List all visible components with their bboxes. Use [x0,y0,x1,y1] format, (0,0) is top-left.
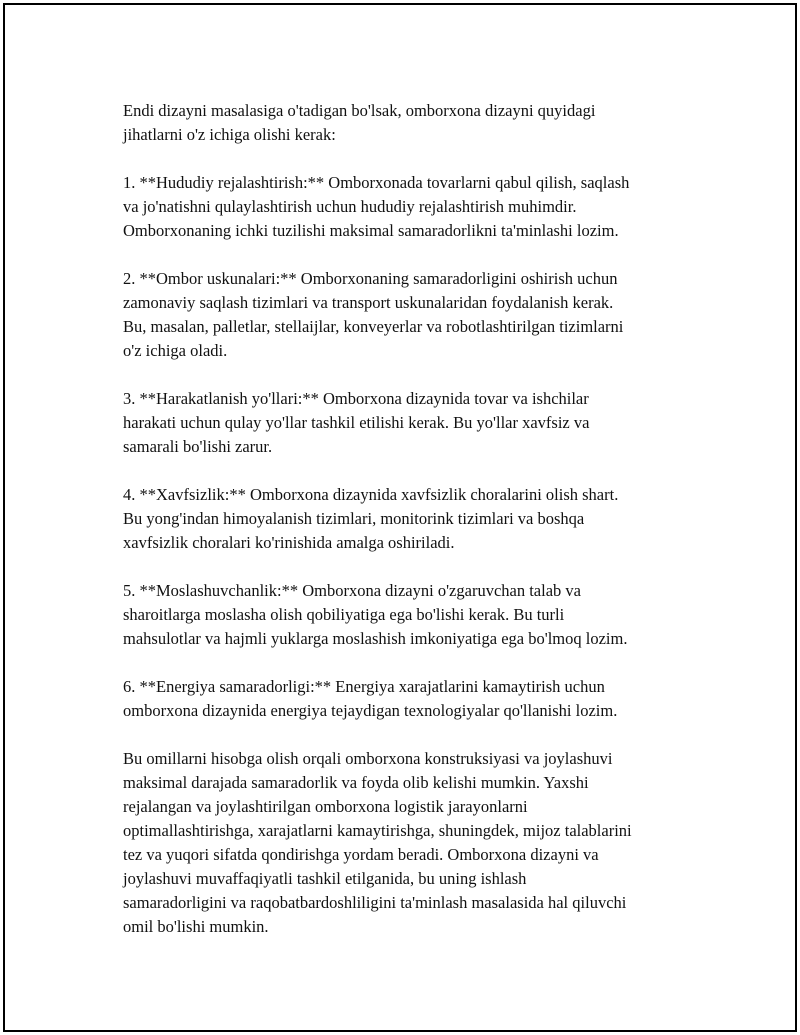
list-item-xavfsizlik: 4. **Xavfsizlik:** Omborxona dizaynida xavfsizlik choralarini olish shart. Bu yong'indan himoyalanish tizimlari, monitorink tizimlari va boshqa xavfsizlik choralari ko'rinishida amalga oshiriladi. [123,485,619,552]
list-item-energiya-samaradorligi: 6. **Energiya samaradorligi:** Energiya xarajatlarini kamaytirish uchun omborxona dizaynida energiya tejaydigan texnologiyalar qo'llanishi lozim. [123,677,618,720]
list-item-harakatlanish-yollari: 3. **Harakatlanish yo'llari:** Omborxona dizaynida tovar va ishchilar harakati uchun qulay yo'llar tashkil etilishi kerak. Bu yo'llar xavfsiz va samarali bo'lishi zarur. [123,389,590,456]
list-item-moslashuvchanlik: 5. **Moslashuvchanlik:** Omborxona dizayni o'zgaruvchan talab va sharoitlarga moslasha olish qobiliyatiga ega bo'lishi kerak. Bu turli mahsulotlar va hajmli yuklarga moslashish imkoniyatiga ega bo'lmoq lozim. [123,581,628,648]
document-body [123,99,703,939]
list-item-ombor-uskunalari: 2. **Ombor uskunalari:** Omborxonaning samaradorligini oshirish uchun zamonaviy saqlash tizimlari va transport uskunalaridan foydalanish kerak. Bu, masalan, palletlar, stellaijlar, konveyerlar va robotlashtirilgan tizimlarni o'z ichiga oladi. [123,269,624,360]
conclusion-paragraph: Bu omillarni hisobga olish orqali omborxona konstruksiyasi va joylashuvi maksimal darajada samaradorlik va foyda olib kelishi mumkin. Yaxshi rejalangan va joylashtirilgan omborxona logistik jarayonlarni optimallashtirishga, xarajatlarni kamaytirishga, shuningdek, mijoz talablarini tez va yuqori sifatda qondirishga yordam beradi. Omborxona dizayni va joylashuvi muvaffaqiyatli tashkil etilganida, bu uning ishlash samaradorligini va raqobatbardoshliligini ta'minlash masalasida hal qiluvchi omil bo'lishi mumkin. [123,749,632,936]
page-frame [3,3,797,1032]
intro-paragraph: Endi dizayni masalasiga o'tadigan bo'lsak, omborxona dizayni quyidagi jihatlarni o'z ichiga olishi kerak: [123,101,596,144]
list-item-hududiy-rejalashtirish: 1. **Hududiy rejalashtirish:** Omborxonada tovarlarni qabul qilish, saqlash va jo'natishni qulaylashtirish uchun hududiy rejalashtirish muhimdir. Omborxonaning ichki tuzilishi maksimal samaradorlikni ta'minlashi lozim. [123,173,630,240]
